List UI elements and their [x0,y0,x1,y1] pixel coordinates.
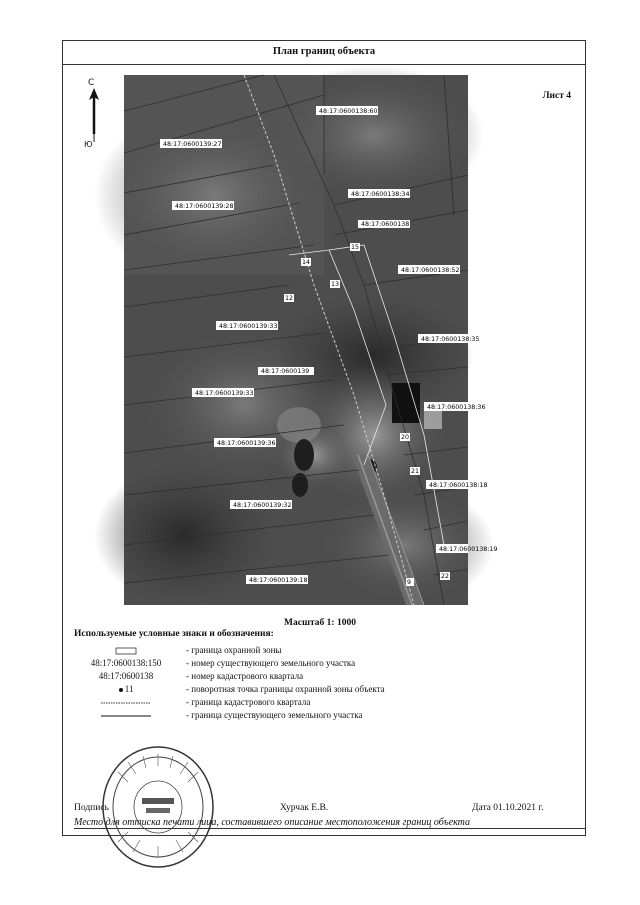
legend-row [74,671,594,683]
legend-zone-symbol [74,645,178,655]
parcel-boundary-icon [101,713,151,719]
parcel-label: 48:17:0600138:60 [319,108,378,115]
quarter-label: 48:17:0600138 [361,221,410,228]
point-label: 21 [411,468,420,475]
signature-label: Подпись [74,803,109,813]
point-label: 14 [302,259,311,266]
official-stamp [98,742,218,872]
legend-symbol: 48:17:0600138 [98,671,154,681]
parcel-label: 48:17:0600139:27 [163,141,222,148]
plan-title: План границ объекта [63,41,585,65]
legend-desc: - номер кадастрового квартала [186,671,304,681]
compass-north-label: С [88,78,95,88]
point-label: 13 [331,281,340,288]
legend-point-symbol [74,684,178,694]
quarter-boundary-icon [101,700,151,706]
legend-desc: - граница охранной зоны [186,645,282,655]
map-scale: Масштаб 1: 1000 [284,618,356,628]
legend-parcel-line [74,710,178,720]
legend-desc: - граница кадастрового квартала [186,697,311,707]
signature-date: Дата 01.10.2021 г. [472,803,544,813]
quarter-label: 48:17:0600139 [261,368,310,375]
legend-quarter-line [74,697,178,707]
parcel-label: 48:17:0600139:18 [249,577,308,584]
map-canvas [124,75,498,605]
legend-desc: - поворотная точка границы охранной зоны объекта [186,684,385,694]
parcel-label: 48:17:0600139:33 [195,390,254,397]
parcel-label: 48:17:0600138:18 [429,482,488,489]
legend-title: Используемые условные знаки и обозначения: [74,629,274,639]
compass-icon [84,78,104,150]
legend-row [74,645,594,657]
parcel-label: 48:17:0600138:52 [401,267,460,274]
parcel-label: 48:17:0600138:19 [439,546,498,553]
sheet-number: Лист 4 [542,91,571,101]
point-label: 15 [351,244,360,251]
compass-south-label: Ю [84,140,93,149]
legend-desc: - номер существующего земельного участка [186,658,356,668]
legend-row [74,684,594,696]
parcel-label: 48:17:0600139:32 [233,502,292,509]
parcel-label: 48:17:0600139:36 [217,440,276,447]
parcel-label: 48:17:0600139:28 [175,203,234,210]
seal-icon [98,742,218,872]
point-dot-icon [119,688,123,692]
legend-symbol: 48:17:0600138:150 [90,658,162,668]
legend-row [74,710,594,722]
point-label: 20 [401,434,410,441]
parcel-label: 48:17:0600138:35 [421,336,480,343]
zone-boundary-icon [115,647,137,655]
legend-desc: - граница существующего земельного участка [186,710,363,720]
point-label: 9 [407,579,412,586]
parcel-label: 48:17:0600138:34 [351,191,410,198]
legend-point-number: 11 [124,684,134,694]
legend-row [74,697,594,709]
legend-row [74,658,594,670]
parcel-label: 48:17:0600139:33 [219,323,278,330]
satellite-map[interactable] [124,75,498,605]
parcel-label: 48:17:0600138:36 [427,404,486,411]
point-label: 12 [285,295,294,302]
point-label: 22 [441,573,450,580]
stamp-caption: Место для оттиска печати лица, составившего описание местоположения границ объекта [74,817,471,828]
signer-name: Хурчак Е.В. [280,803,329,813]
